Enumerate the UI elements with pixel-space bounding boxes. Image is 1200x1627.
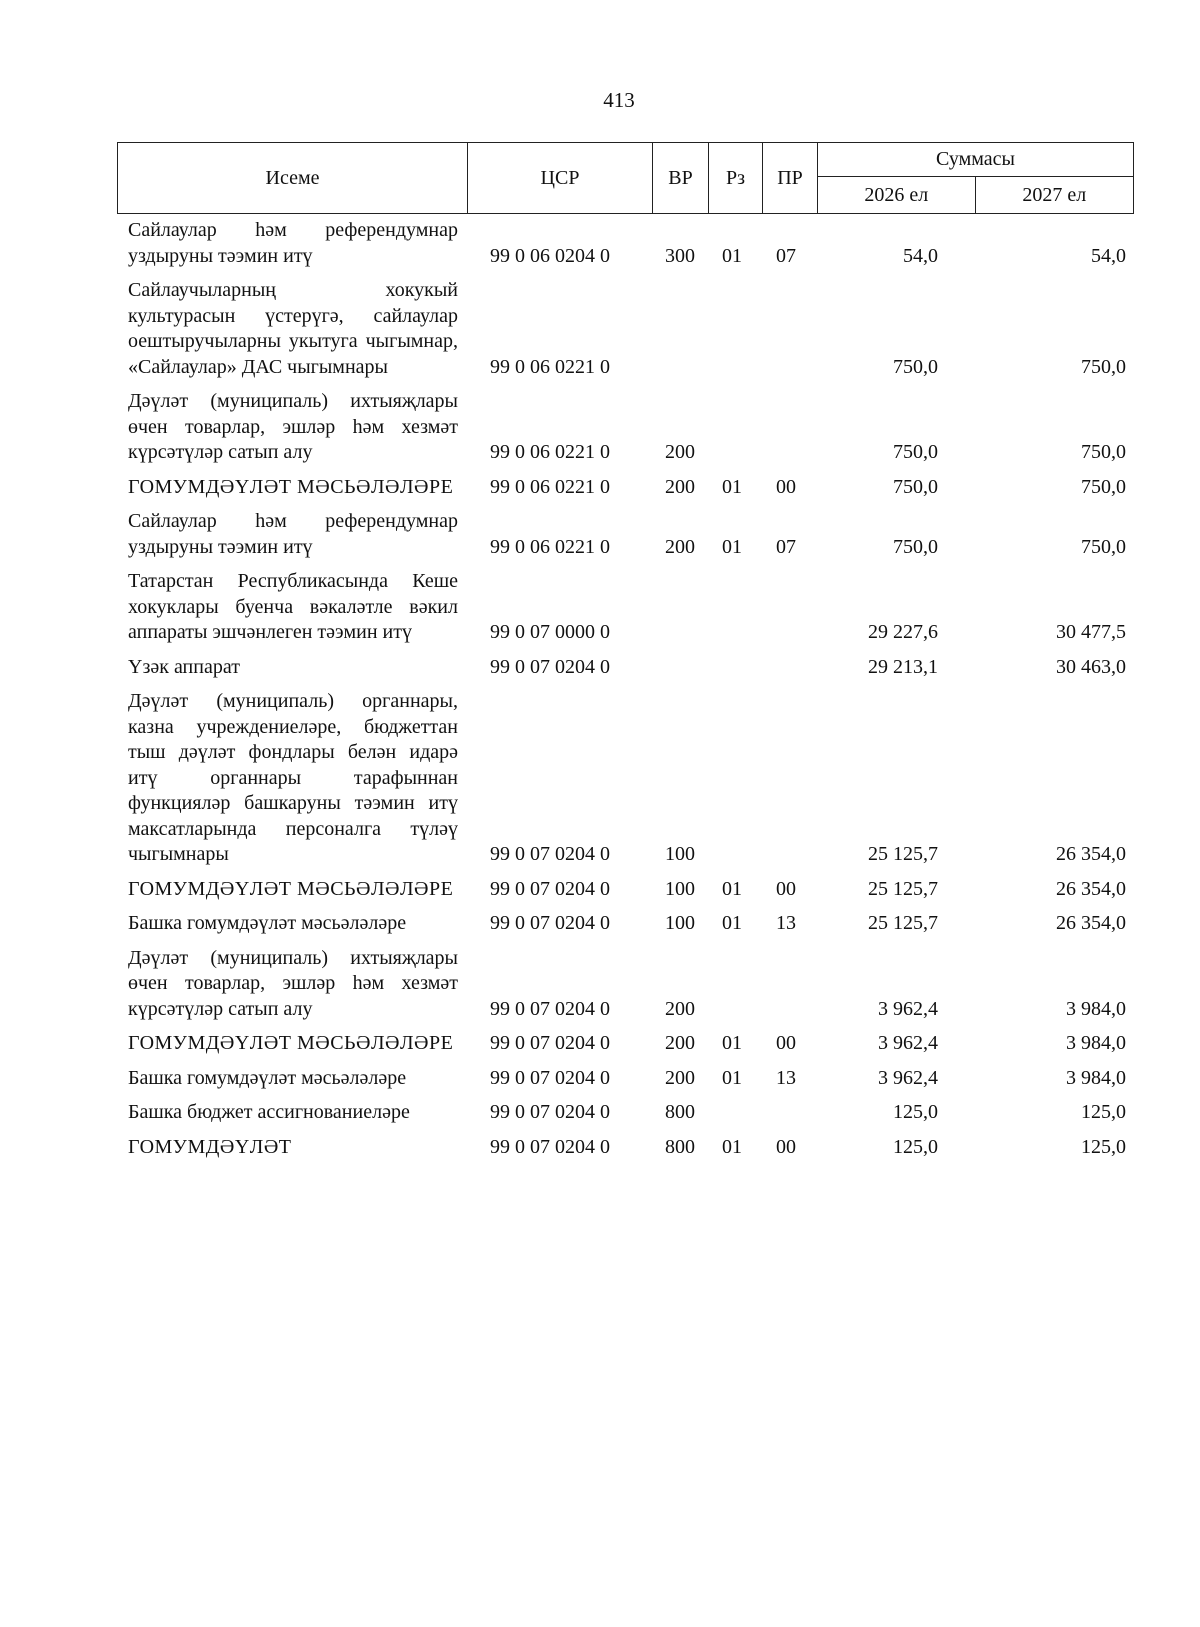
row-sum-2026: 54,0: [903, 244, 938, 267]
row-rz: 01: [722, 244, 742, 267]
row-sum-2027: 3 984,0: [1066, 1032, 1126, 1054]
table-row: [128, 509, 1128, 560]
row-vr: 200: [665, 535, 695, 558]
row-name: Сайлаулар һәм референдумнар уздыруны тәэмин итү: [128, 510, 458, 558]
row-vr: 200: [665, 441, 695, 463]
row-sum-2027: 26 354,0: [1056, 912, 1126, 934]
row-sum-2026: 750,0: [893, 355, 938, 378]
row-rz: 01: [722, 1066, 742, 1089]
row-name: Башка гомумдәүләт мәсьәләләре: [128, 1066, 407, 1089]
row-name: Башка гомумдәүләт мәсьәләләре: [128, 912, 407, 934]
header-vr: ВР: [653, 143, 709, 213]
row-name: Сайлаучыларның хокукый культурасын үстерүгә, сайлаулар оештыручыларны укытуга чыгымнар, «Сайлаулар» ДАС чыгымнары: [128, 279, 458, 378]
header-csr: ЦСР: [468, 143, 653, 213]
row-pr: 13: [776, 912, 796, 934]
row-csr: 99 0 07 0204 0: [490, 877, 610, 900]
table-row: [128, 218, 1128, 269]
table-row: [128, 278, 1128, 380]
row-sum-2027: 125,0: [1081, 1101, 1126, 1123]
table-row: [128, 877, 1128, 903]
row-sum-2027: 26 354,0: [1056, 877, 1126, 900]
row-sum-2026: 750,0: [893, 441, 938, 463]
table-row: [128, 1031, 1128, 1057]
row-csr: 99 0 06 0221 0: [490, 475, 610, 498]
row-sum-2027: 750,0: [1081, 441, 1126, 463]
row-csr: 99 0 06 0221 0: [490, 441, 610, 463]
header-year-2027: 2027 ел: [1022, 183, 1087, 206]
row-name: ГОМУМДӘҮЛӘТ: [128, 1135, 292, 1158]
row-name: ГОМУМДӘҮЛӘТ МӘСЬӘЛӘЛӘРЕ: [128, 475, 454, 498]
table-header: [117, 142, 1134, 214]
row-sum-2027: 3 984,0: [1066, 997, 1126, 1020]
row-sum-2026: 29 227,6: [868, 621, 938, 643]
row-sum-2026: 125,0: [893, 1135, 938, 1158]
row-csr: 99 0 06 0221 0: [490, 535, 610, 558]
row-sum-2027: 125,0: [1081, 1135, 1126, 1158]
table-row: [128, 946, 1128, 1023]
table-row: [128, 475, 1128, 501]
row-sum-2027: 54,0: [1091, 244, 1126, 267]
row-csr: 99 0 07 0204 0: [490, 1032, 610, 1054]
row-sum-2027: 30 477,5: [1056, 621, 1126, 643]
row-vr: 100: [665, 877, 695, 900]
row-sum-2027: 30 463,0: [1056, 655, 1126, 678]
row-pr: 00: [776, 1135, 796, 1158]
table-body: [128, 218, 1128, 1169]
row-name: Дәүләт (муниципаль) органнары, казна учреждениеләре, бюджеттан тыш дәүләт фондлары белән идарә итү органнары тарафыннан функцияләр башкаруны тәэмин итү максатларында персоналга түләү чыгымнары: [128, 690, 458, 865]
row-csr: 99 0 07 0204 0: [490, 1135, 610, 1158]
row-name: Үзәк аппарат: [128, 655, 240, 678]
row-rz: 01: [722, 535, 742, 558]
table-row: [128, 1100, 1128, 1126]
table-row: [128, 389, 1128, 466]
page-number: 413: [603, 88, 635, 112]
row-csr: 99 0 07 0204 0: [490, 997, 610, 1020]
row-csr: 99 0 07 0000 0: [490, 621, 610, 643]
row-csr: 99 0 07 0204 0: [490, 1066, 610, 1089]
row-vr: 200: [665, 1032, 695, 1054]
row-vr: 200: [665, 475, 695, 498]
row-vr: 100: [665, 843, 695, 865]
row-vr: 200: [665, 1066, 695, 1089]
row-sum-2026: 25 125,7: [868, 877, 938, 900]
row-pr: 00: [776, 475, 796, 498]
header-sums: Суммасы: [818, 143, 1133, 177]
row-pr: 00: [776, 1032, 796, 1054]
row-name: Сайлаулар һәм референдумнар уздыруны тәэмин итү: [128, 219, 458, 267]
row-rz: 01: [722, 1032, 742, 1054]
row-sum-2027: 750,0: [1081, 475, 1126, 498]
row-rz: 01: [722, 877, 742, 900]
table-row: [128, 1135, 1128, 1161]
row-pr: 07: [776, 244, 796, 267]
row-csr: 99 0 07 0204 0: [490, 655, 610, 678]
row-sum-2027: 26 354,0: [1056, 843, 1126, 865]
row-sum-2027: 750,0: [1081, 535, 1126, 558]
row-csr: 99 0 06 0204 0: [490, 244, 610, 267]
table-row: [128, 569, 1128, 646]
row-csr: 99 0 06 0221 0: [490, 355, 610, 378]
table-row: [128, 911, 1128, 937]
row-csr: 99 0 07 0204 0: [490, 843, 610, 865]
row-csr: 99 0 07 0204 0: [490, 912, 610, 934]
header-sums-group: [818, 143, 1133, 213]
row-sum-2027: 750,0: [1081, 355, 1126, 378]
row-sum-2027: 3 984,0: [1066, 1066, 1126, 1089]
row-pr: 07: [776, 535, 796, 558]
header-year-2026: 2026 ел: [818, 177, 976, 213]
row-sum-2026: 25 125,7: [868, 912, 938, 934]
row-sum-2026: 750,0: [893, 535, 938, 558]
table-row: [128, 655, 1128, 681]
row-sum-2026: 3 962,4: [878, 997, 938, 1020]
row-name: ГОМУМДӘҮЛӘТ МӘСЬӘЛӘЛӘРЕ: [128, 1032, 454, 1054]
row-name: Башка бюджет ассигнованиеләре: [128, 1101, 410, 1123]
row-sum-2026: 125,0: [893, 1101, 938, 1123]
row-sum-2026: 29 213,1: [868, 655, 938, 678]
row-pr: 13: [776, 1066, 796, 1089]
row-sum-2026: 750,0: [893, 475, 938, 498]
row-name: Дәүләт (муниципаль) ихтыяҗлары өчен товарлар, эшләр һәм хезмәт күрсәтүләр сатып алу: [128, 946, 458, 1020]
table-row: [128, 689, 1128, 868]
table-row: [128, 1066, 1128, 1092]
row-rz: 01: [722, 1135, 742, 1158]
header-pr: ПР: [763, 143, 818, 213]
row-rz: 01: [722, 475, 742, 498]
row-name: Дәүләт (муниципаль) ихтыяҗлары өчен товарлар, эшләр һәм хезмәт күрсәтүләр сатып алу: [128, 390, 458, 463]
row-vr: 200: [665, 997, 695, 1020]
row-sum-2026: 25 125,7: [868, 843, 938, 865]
row-vr: 100: [665, 912, 695, 934]
row-pr: 00: [776, 877, 796, 900]
row-vr: 800: [665, 1101, 695, 1123]
header-rz: Рз: [709, 143, 763, 213]
row-sum-2026: 3 962,4: [878, 1066, 938, 1089]
row-name: Татарстан Республикасында Кеше хокуклары буенча вәкаләтле вәкил аппараты эшчәнлеген тәэмин итү: [128, 570, 458, 643]
row-csr: 99 0 07 0204 0: [490, 1101, 610, 1123]
row-name: ГОМУМДӘҮЛӘТ МӘСЬӘЛӘЛӘРЕ: [128, 877, 454, 900]
row-rz: 01: [722, 912, 742, 934]
row-sum-2026: 3 962,4: [878, 1032, 938, 1054]
row-vr: 800: [665, 1135, 695, 1158]
row-vr: 300: [665, 244, 695, 267]
header-name: Исеме: [118, 143, 468, 213]
